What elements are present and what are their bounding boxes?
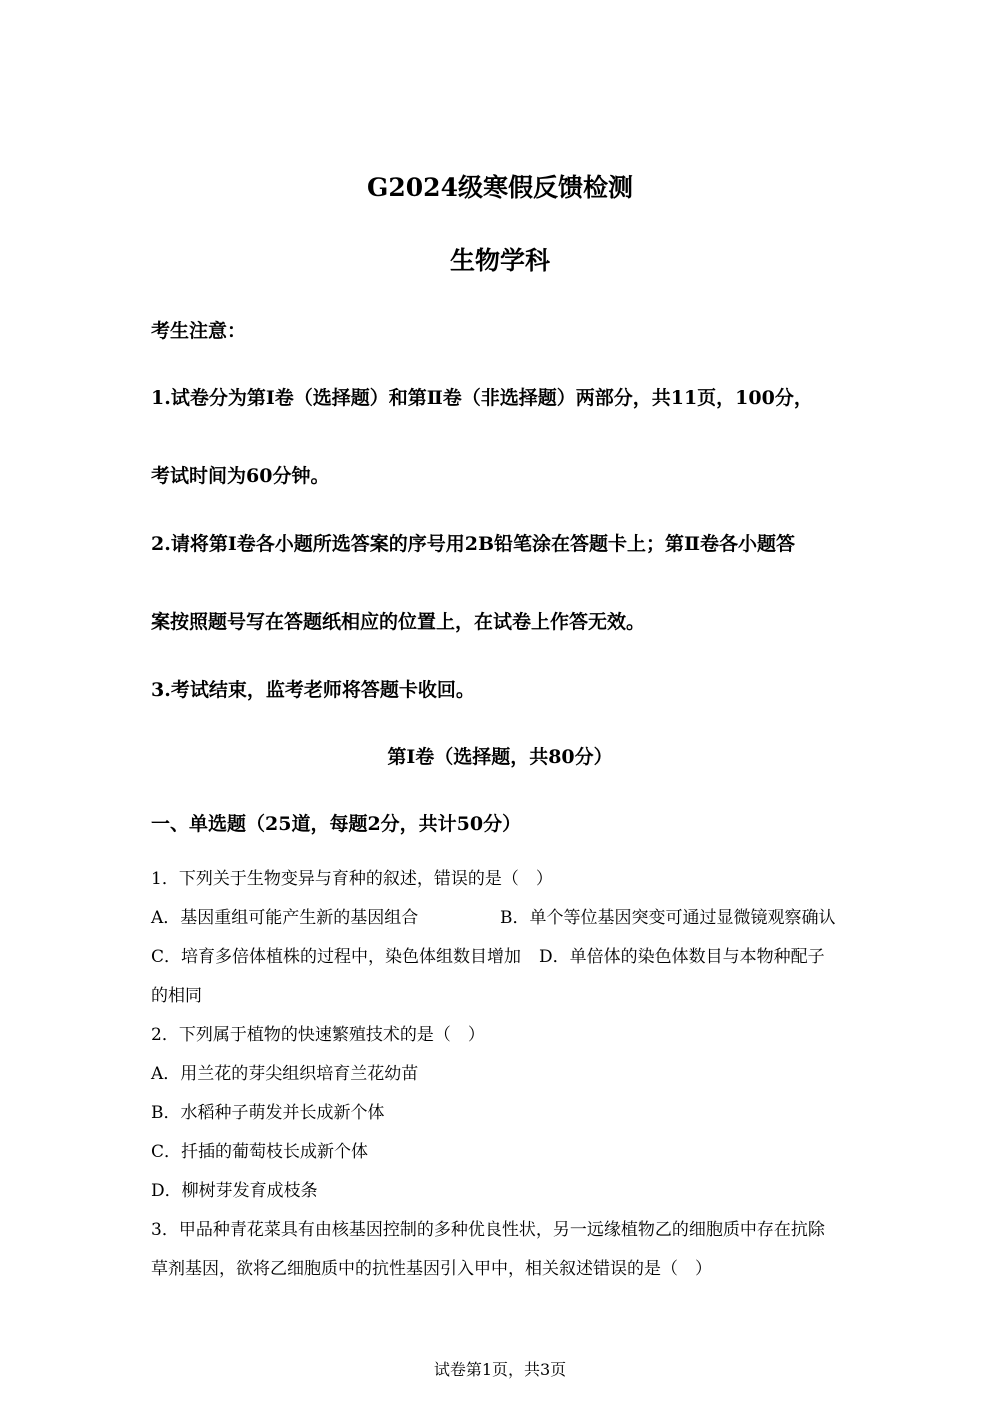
- question-1-option-d-continued: 的相同: [151, 986, 202, 1006]
- question-1-stem: 1．下列关于生物变异与育种的叙述，错误的是（ ）: [151, 869, 553, 889]
- question-2-option-c: C．扦插的葡萄枝长成新个体: [151, 1142, 369, 1162]
- question-1-option-b: B．单个等位基因突变可通过显微镜观察确认: [500, 908, 836, 928]
- notice-heading: 考生注意：: [151, 320, 247, 342]
- subject-title: 生物学科: [449, 246, 550, 275]
- notice-item-2-line-2: 案按照题号写在答题纸相应的位置上，在试卷上作答无效。: [151, 611, 646, 633]
- page-footer: 试卷第1页，共3页: [433, 1360, 567, 1379]
- notice-item-1-line-2: 考试时间为60分钟。: [151, 465, 330, 487]
- question-2-option-a: A．用兰花的芽尖组织培育兰花幼苗: [151, 1064, 419, 1084]
- question-3-stem-line-1: 3．甲品种青花菜具有由核基因控制的多种优良性状，另一远缘植物乙的细胞质中存在抗除: [151, 1220, 825, 1240]
- notice-item-1-line-1: 1.试卷分为第Ⅰ卷（选择题）和第Ⅱ卷（非选择题）两部分，共11页，100分，: [151, 387, 813, 409]
- notice-item-3: 3.考试结束，监考老师将答题卡收回。: [151, 679, 475, 701]
- notice-item-2-line-1: 2.请将第Ⅰ卷各小题所选答案的序号用2B铅笔涂在答题卡上；第Ⅱ卷各小题答: [151, 533, 796, 555]
- exam-title: G2024级寒假反馈检测: [367, 173, 633, 202]
- question-1-option-a: A．基因重组可能产生新的基因组合: [151, 908, 419, 928]
- question-2-stem: 2．下列属于植物的快速繁殖技术的是（ ）: [151, 1025, 485, 1045]
- section-heading: 一、单选题（25道，每题2分，共计50分）: [151, 813, 522, 835]
- question-3-stem-line-2: 草剂基因，欲将乙细胞质中的抗性基因引入甲中，相关叙述错误的是（ ）: [151, 1259, 712, 1279]
- question-2-option-b: B．水稻种子萌发并长成新个体: [151, 1103, 385, 1123]
- question-1-option-c: C．培育多倍体植株的过程中，染色体组数目增加: [151, 947, 522, 967]
- question-2-option-d: D．柳树芽发育成枝条: [151, 1181, 318, 1201]
- question-1-option-d: D．单倍体的染色体数目与本物种配子: [539, 947, 825, 967]
- part-title: 第Ⅰ卷（选择题，共80分）: [387, 746, 613, 768]
